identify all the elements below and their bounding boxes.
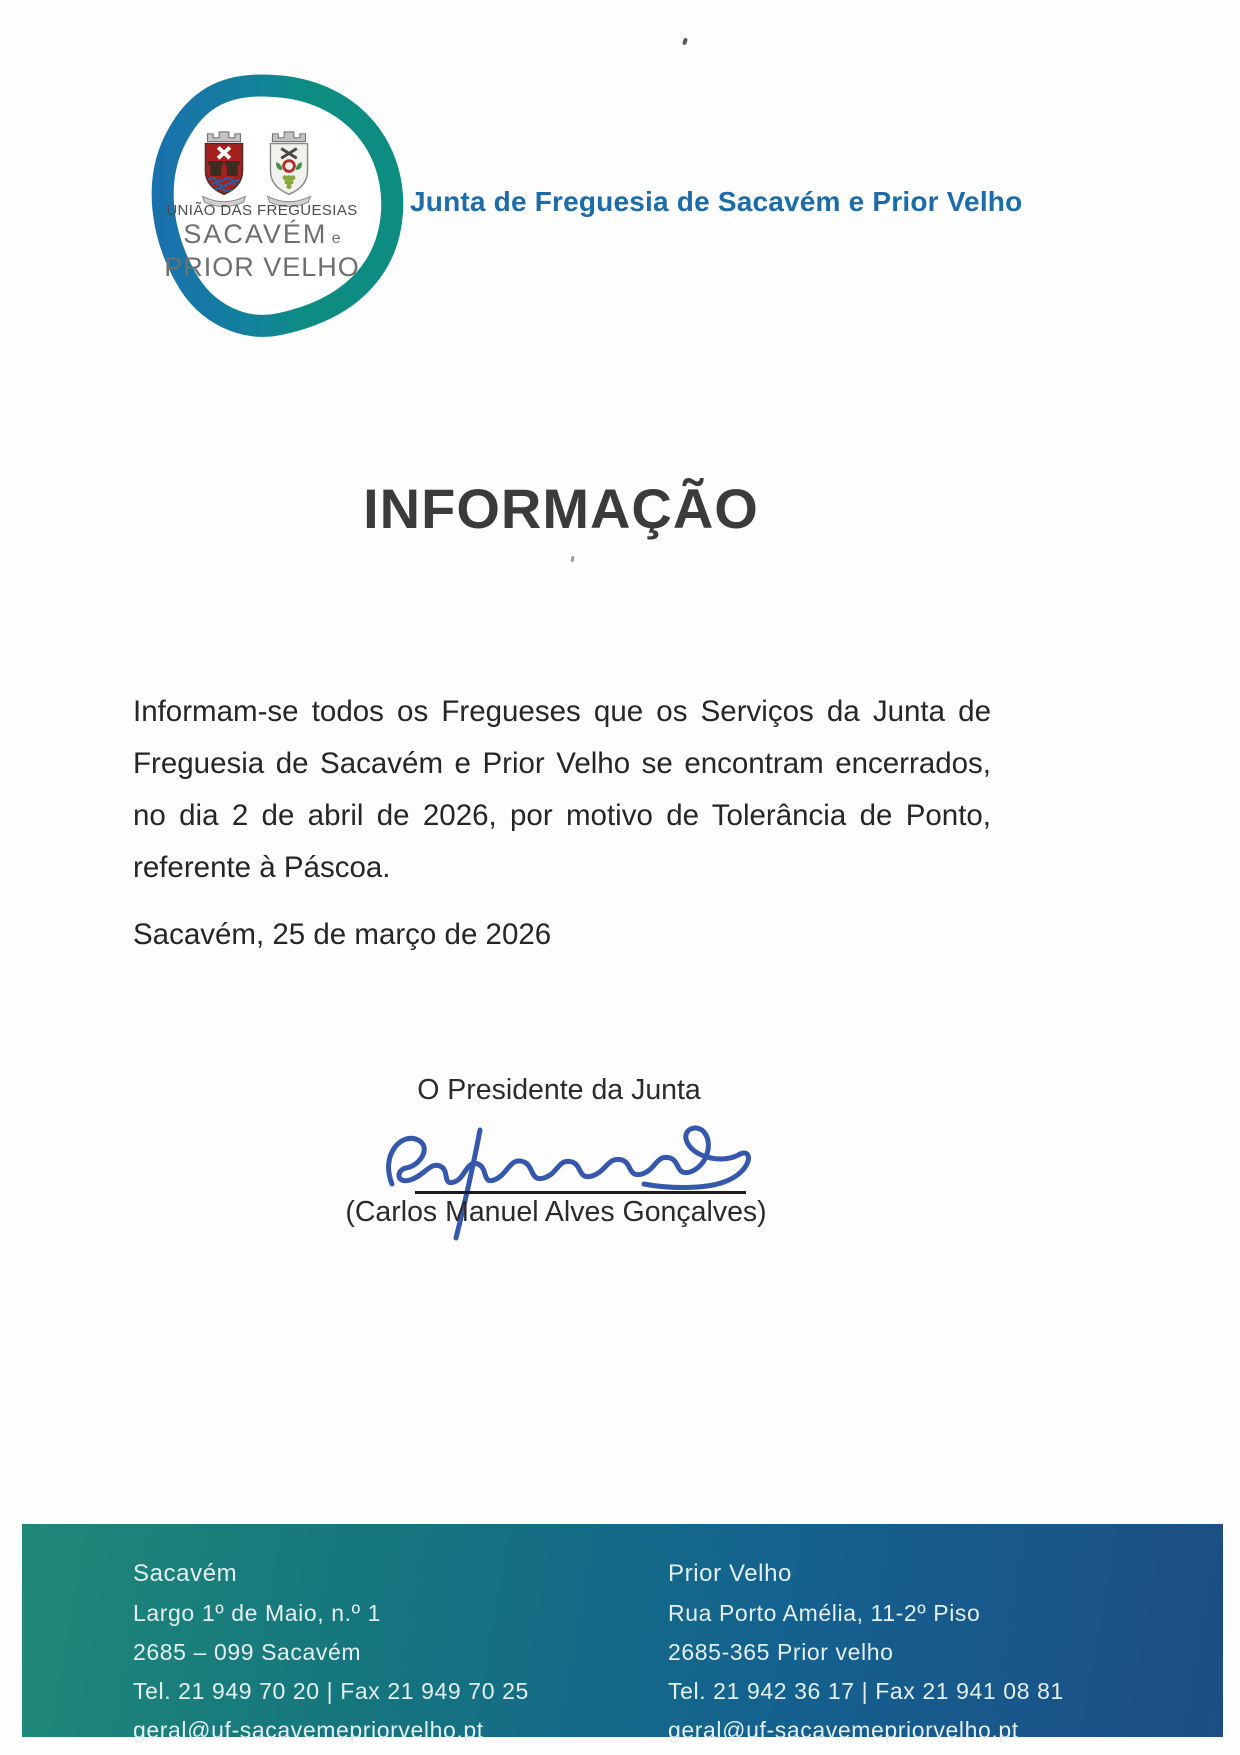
footer-title: Sacavém	[133, 1560, 238, 1587]
footer-email-line: geral@uf-sacavemepriorvelho.pt	[133, 1717, 484, 1743]
signature-line	[415, 1191, 746, 1194]
logo-content	[148, 80, 406, 332]
org-title: Junta de Freguesia de Sacavém e Prior Velho	[410, 186, 1023, 217]
footer-column-sacavem	[133, 1554, 529, 1750]
logo-sacavem-label: SACAVÉM e	[183, 219, 341, 249]
footer-address-line: 2685 – 099 Sacavém	[133, 1639, 362, 1665]
logo-union-label: UNIÃO DAS FREGUESIAS	[166, 202, 358, 219]
logo-priorvelho-label: PRIOR VELHO	[164, 252, 360, 282]
footer-address-line: Largo 1º de Maio, n.º 1	[133, 1600, 381, 1626]
footer-address-line: Rua Porto Amélia, 11-2º Piso	[668, 1600, 981, 1626]
footer-title: Prior Velho	[668, 1560, 792, 1587]
footer-phone-line: Tel. 21 949 70 20 | Fax 21 949 70 25	[133, 1678, 529, 1704]
footer-phone-line: Tel. 21 942 36 17 | Fax 21 941 08 81	[668, 1678, 1064, 1704]
scan-speck	[570, 556, 574, 562]
footer-band	[22, 1524, 1223, 1743]
notice-paragraph: Informam-se todos os Fregueses que os Serviços da Junta de Freguesia de Sacavém e Prior Velho se encontram encerrados, no dia 2 de abril de 2026, por motivo de Tolerância de Ponto, referente à Páscoa.	[133, 695, 991, 884]
footer-email-line: geral@uf-sacavemepriorvelho.pt	[668, 1717, 1019, 1743]
prior-velho-crest-icon	[258, 126, 320, 208]
org-logo	[148, 80, 406, 332]
scan-speck	[682, 38, 688, 46]
footer-address-line: 2685-365 Prior velho	[668, 1639, 894, 1665]
signature-name: (Carlos Manuel Alves Gonçalves)	[345, 1196, 767, 1228]
logo-text	[156, 201, 368, 282]
sacavem-crest-icon	[194, 126, 254, 208]
date-line: Sacavém, 25 de março de 2026	[133, 918, 552, 951]
signature-role: O Presidente da Junta	[417, 1074, 701, 1106]
document-title: INFORMAÇÃO	[363, 477, 759, 540]
footer-column-prior-velho	[668, 1554, 1064, 1750]
